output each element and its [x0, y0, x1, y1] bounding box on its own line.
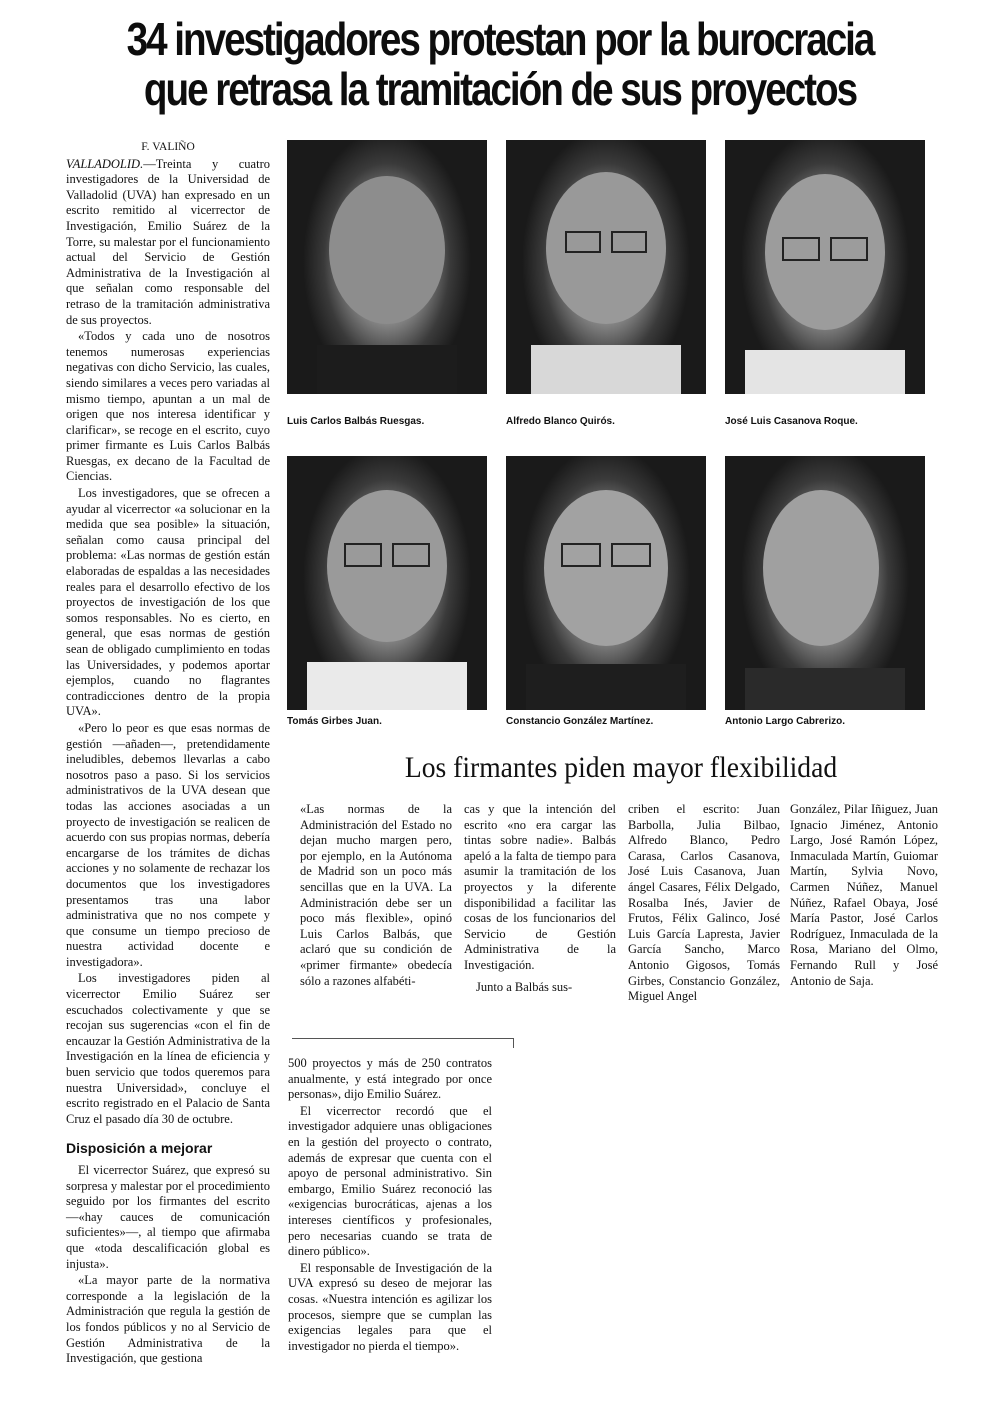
paragraph: El responsable de Investigación de la UVA expresó su deseo de mejorar las cosas. «Nuestra intención es agilizar los procesos, siempre que se cumplan las exigencias legales para que el investigador no pierda el tiempo». — [288, 1260, 492, 1353]
paragraph-lead — [66, 157, 270, 329]
sidebar-column: «Las normas de la Administración del Estado no dejan mucho margen pero, por ejemplo, en la Autónoma de Madrid son un poco más sencillas que en la UVA. La Administración debe ser un poco más flexible», opinó Luis Carlos Balbás, que aclaró que su condición de «primer firmante» obedecía sólo a razones alfabéti- — [300, 802, 452, 988]
sidebar-column: criben el escrito: Juan Barbolla, Julia Bilbao, Alfredo Blanco, Pedro Carasa, Carlos Casanova, José Luis Casanova, Juan ángel Casares, Félix Delgado, Rosalba Inés, Javier de Frutos, Félix Galinco, José Luis García Lapresta, Javier García Sancho, Marco Antonio Gigosos, Tomás Girbes, Constancio González, Miguel Angel — [628, 802, 780, 1004]
byline: F. VALIÑO — [141, 141, 195, 153]
photo-caption: Luis Carlos Balbás Ruesgas. — [287, 416, 425, 427]
portrait-photo — [725, 140, 925, 394]
dateline-place: VALLADOLID. — [66, 156, 144, 171]
subheading: Disposición a mejorar — [66, 1140, 213, 1157]
lead-text: —Treinta y cuatro investigadores de la Universidad de Valladolid (UVA) han expresado en un escrito remitido al vicerrector de Investigación, Emilio Suárez de la Torre, su malestar por el funcionamiento actual del Servicio de Gestión Administrativa de la Investigación al que señalan como responsable del retraso de la tramitación administrativa de sus proyectos. — [66, 156, 270, 327]
headline — [114, 14, 887, 114]
portrait-photo — [725, 456, 925, 710]
paragraph: «La mayor parte de la normativa corresponde a la legislación de la Administración que regula la gestión de los fondos públicos y no al Servicio de Gestión Administrativa de la Investigación, que gestiona — [66, 1273, 270, 1366]
portrait-photo — [287, 140, 487, 394]
article-left-column — [66, 140, 270, 1367]
paragraph: «Todos y cada uno de nosotros tenemos numerosas experiencias negativas con dicho Servicio, las cuales, siendo similares a veces pero variadas al mismo tiempo, apuntan a un mal de origen que nos interesa identificar y clarificar», se recoge en el escrito, cuyo primer firmante es Luis Carlos Balbás Ruesgas, ex decano de la Facultad de Ciencias. — [66, 329, 270, 484]
portrait-photo — [506, 456, 706, 710]
divider — [292, 1038, 514, 1039]
portrait-photo — [506, 140, 706, 394]
sidebar-title: Los firmantes piden mayor flexibilidad — [404, 751, 838, 784]
paragraph: Los investigadores piden al vicerrector Emilio Suárez ser escuchados colectivamente y que se recojan sus sugerencias «con el fin de encauzar la Gestión Administrativa de la Investigación en la línea de eficiencia y buen servicio que todos queremos para nuestra Universidad», concluye el escrito registrado en el Palacio de Santa Cruz el pasado día 30 de octubre. — [66, 971, 270, 1126]
sidebar-column: González, Pilar Iñiguez, Juan Ignacio Jiménez, Antonio Largo, José Ramón López, Inmaculada Martín, Guiomar Martín, Sylvia Novo, Carmen Núñez, Manuel Núñez, Rafael Obaya, José María Pastor, José Carlos Rodríguez, Inmaculada de la Rosa, Mariano del Olmo, Fernando Rull y José Antonio de Saja. — [790, 802, 938, 988]
photo-caption: Constancio González Martínez. — [506, 716, 654, 727]
portrait-photo — [287, 456, 487, 710]
photo-caption: Alfredo Blanco Quirós. — [506, 416, 615, 427]
headline-line-1: 34 investigadores protestan por la burocracia — [126, 13, 874, 65]
paragraph: El vicerrector Suárez, que expresó su sorpresa y malestar por el procedimiento seguido por los firmantes del escrito —«hay cauces de comunicación suficientes»—, al tiempo que afirmaba que «toda descalificación global es injusta». — [66, 1163, 270, 1271]
paragraph: 500 proyectos y más de 250 contratos anualmente, y está integrado por once personas», dijo Emilio Suárez. — [288, 1056, 492, 1102]
photo-caption: Tomás Girbes Juan. — [287, 716, 382, 727]
paragraph: Los investigadores, que se ofrecen a ayudar al vicerrector «a solucionar en la medida que sea posible» la situación, señalan como causa principal del problema: «Las normas de gestión están elaboradas de espaldas a las necesidades reales para el desarrollo efectivo de los proyectos de investigación de los que somos responsables. No es cierto, en general, que esas normas de gestión sean de obligado cumplimiento en todas las Universidades, y podemos aportar ejemplos, cuando no flagrantes contradicciones dentro de la propia UVA». — [66, 486, 270, 719]
sidebar-text: cas y que la intención del escrito «no era cargar las tintas sobre nadie». Balbás apeló a la falta de tiempo para asumir la tramitación de los proyectos y la diferente disponibilidad a facilitar las cosas de los funcionarios del Servicio de Gestión Administrativa de la Investigación. — [464, 802, 616, 972]
sidebar-text: Junto a Balbás sus- — [476, 979, 573, 994]
photo-caption: José Luis Casanova Roque. — [725, 416, 858, 427]
paragraph: El vicerrector recordó que el investigador adquiere unas obligaciones en la gestión del proyecto o contrato, además de expresar que cuenta con el apoyo de personal administrativo. Sin embargo, Emilio Suárez reconoció las «exigencias burocráticas, ajenas a los intereses científicos y profesionales, pero necesarias cuando se trata de dinero público». — [288, 1103, 492, 1259]
sidebar-column — [464, 802, 616, 995]
paragraph: «Pero lo peor es que esas normas de gestión —añaden—, pretendidamente ineludibles, debemos llevarlas a cabo nosotros paso a paso. Si los servicios administrativos de la UVA desean que todas las acciones asociadas a un proyecto de investigación se realicen de acuerdo con sus propias normas, debería encargarse de los trámites de dichas acciones y no solamente de rechazar los documentos que los investigadores presentamos tras una labor administrativa que no nos compete y que consume un tiempo precioso de nuestra actividad docente e investigadora». — [66, 720, 270, 969]
headline-line-2: que retrasa la tramitación de sus proyectos — [143, 63, 857, 115]
divider — [513, 1038, 514, 1048]
photo-caption: Antonio Largo Cabrerizo. — [725, 716, 845, 727]
article-continuation-column — [288, 1056, 492, 1354]
